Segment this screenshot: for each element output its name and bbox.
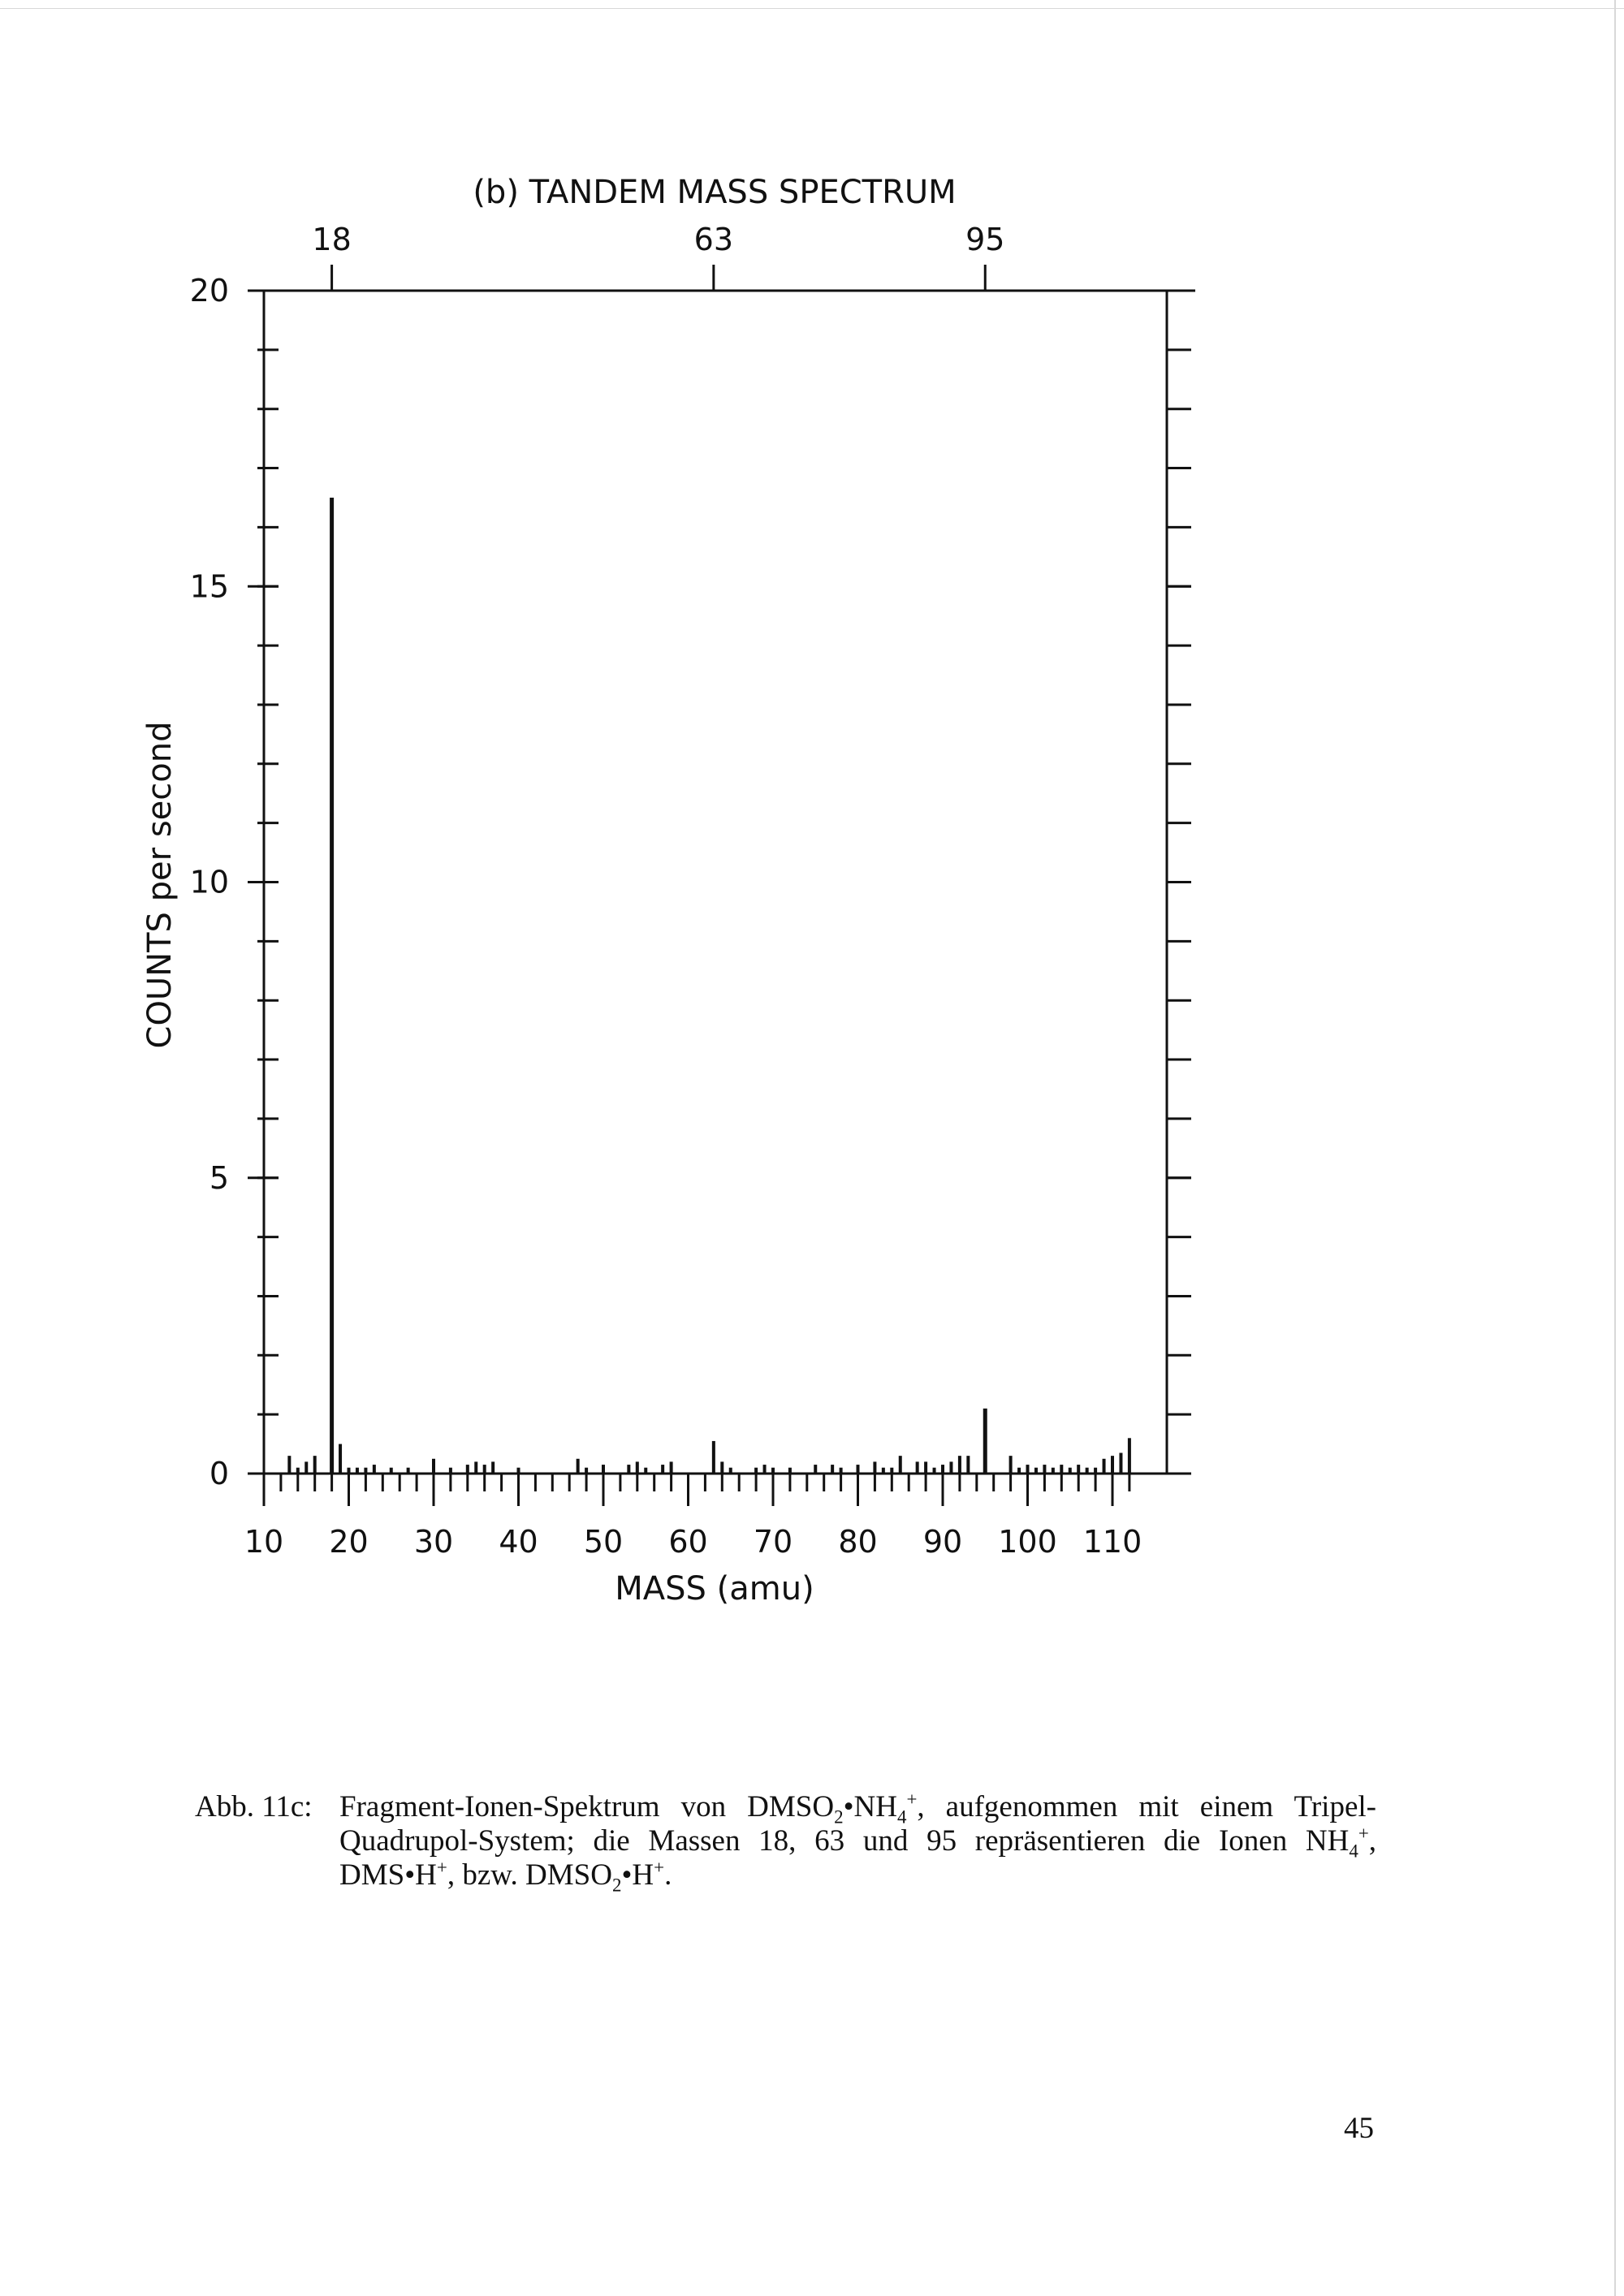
x-tick-label: 70 [753, 1524, 793, 1560]
caption-fragment: Fragment-Ionen-Spektrum von DMSO [339, 1790, 835, 1823]
spectrum-bar [585, 1468, 588, 1474]
x-axis-ticks [244, 1474, 1142, 1560]
spectrum-bar [313, 1456, 317, 1474]
caption-fragment: , bzw. DMSO [447, 1858, 612, 1892]
top-marker-label: 18 [312, 222, 352, 257]
spectrum-bar [348, 1468, 351, 1474]
y-tick-label: 0 [209, 1456, 229, 1491]
spectrum-bar [814, 1465, 817, 1474]
spectrum-bar [577, 1459, 580, 1474]
spectrum-bar [890, 1468, 893, 1474]
y-tick-label: 20 [189, 273, 229, 309]
spectrum-bar [729, 1468, 732, 1474]
spectrum-bar [407, 1468, 410, 1474]
page-number: 45 [1344, 2112, 1374, 2145]
spectrum-bar [1103, 1459, 1106, 1474]
spectrum-bar [788, 1468, 792, 1474]
spectrum-bar [517, 1468, 520, 1474]
spectrum-bar [491, 1461, 495, 1474]
top-marker-label: 63 [693, 222, 734, 257]
caption-fragment: , DMS•H [339, 1824, 1376, 1892]
spectrum-bar [483, 1465, 486, 1474]
spectrum-bar [449, 1468, 452, 1474]
plot-frame [248, 291, 1195, 1474]
caption-fragment: 2 [834, 1806, 844, 1828]
spectrum-bar [763, 1465, 767, 1474]
caption-fragment: •H [621, 1858, 654, 1892]
caption-fragment: 4 [896, 1806, 907, 1828]
spectrum-bar [949, 1461, 952, 1474]
spectrum-bar [339, 1444, 342, 1474]
spectrum-bar [474, 1461, 477, 1474]
spectrum-bar [296, 1468, 300, 1474]
spectrum-bar [712, 1441, 715, 1474]
top-marker-label: 95 [965, 222, 1005, 257]
caption-fragment: + [436, 1857, 447, 1878]
x-tick-label: 100 [998, 1524, 1057, 1560]
spectrum-bar [720, 1461, 723, 1474]
spectrum-bar [1086, 1468, 1089, 1474]
spectrum-bar [958, 1456, 961, 1474]
chart-title: (b) TANDEM MASS SPECTRUM [473, 174, 957, 211]
x-tick-label: 40 [499, 1524, 538, 1560]
spectrum-bar [857, 1465, 860, 1474]
x-tick-label: 10 [244, 1524, 284, 1560]
x-tick-label: 30 [413, 1524, 454, 1560]
caption-fragment: + [654, 1857, 665, 1878]
spectrum-bar [966, 1456, 970, 1474]
caption-fragment: , aufgenommen mit einem Tripel- Quadrupol-System; die Massen 18, 63 und 95 repräsentieren die Ionen NH [339, 1790, 1376, 1858]
caption-label: Abb. 11c: [195, 1790, 313, 1823]
y-tick-label: 5 [209, 1159, 229, 1196]
spectrum-bar [916, 1461, 919, 1474]
spectrum-bar [933, 1468, 936, 1474]
spectrum-bar [873, 1461, 876, 1474]
spectrum-bar [1128, 1438, 1131, 1474]
spectrum-bar [1069, 1468, 1072, 1474]
caption-fragment: 4 [1349, 1841, 1358, 1862]
spectrum-bar [1017, 1468, 1021, 1474]
x-tick-label: 90 [922, 1524, 963, 1560]
caption-fragment: . [664, 1858, 672, 1892]
spectrum-bar [466, 1465, 469, 1474]
y-tick-label: 15 [189, 568, 229, 605]
y-axis-label: COUNTS per second [141, 721, 179, 1049]
spectrum-bar [364, 1468, 367, 1474]
x-tick-label: 20 [329, 1524, 369, 1560]
spectrum-bar [1026, 1465, 1030, 1474]
spectrum-bar [602, 1465, 605, 1474]
spectrum-bar [1077, 1465, 1080, 1474]
x-tick-label: 110 [1082, 1524, 1142, 1560]
spectrum-bar [899, 1456, 902, 1474]
spectrum-bar [1094, 1468, 1097, 1474]
spectrum-bar [670, 1461, 673, 1474]
spectrum-bar [1009, 1456, 1013, 1474]
spectrum-bar [1060, 1465, 1063, 1474]
spectrum-bar [983, 1409, 987, 1474]
spectrum-bar [373, 1465, 376, 1474]
spectrum-bar [941, 1465, 944, 1474]
spectrum-bars [287, 498, 1131, 1474]
spectrum-bar [356, 1468, 359, 1474]
spectrum-bar [924, 1461, 927, 1474]
spectrum-bar [661, 1465, 664, 1474]
spectrum-bar [754, 1468, 758, 1474]
spectrum-bar [287, 1456, 291, 1474]
x-tick-label: 80 [838, 1524, 878, 1560]
caption-fragment: + [906, 1789, 918, 1810]
y-axis-ticks [190, 273, 1191, 1491]
caption-text [339, 1789, 1376, 1896]
spectrum-bar [330, 498, 334, 1474]
spectrum-bar [627, 1465, 630, 1474]
spectrum-bar [644, 1468, 647, 1474]
spectrum-bar [636, 1461, 639, 1474]
caption-fragment: •NH [843, 1790, 897, 1823]
caption-fragment: + [1358, 1823, 1369, 1844]
spectrum-bar [390, 1468, 393, 1474]
y-tick-label: 10 [189, 864, 229, 900]
spectrum-bar [831, 1465, 834, 1474]
x-axis-label: MASS (amu) [615, 1570, 814, 1608]
x-tick-label: 50 [583, 1524, 624, 1560]
spectrum-bar [432, 1459, 435, 1474]
spectrum-bar [304, 1461, 308, 1474]
spectrum-bar [840, 1468, 843, 1474]
spectrum-bar [1043, 1465, 1046, 1474]
spectrum-bar [882, 1468, 885, 1474]
spectrum-bar [1052, 1468, 1055, 1474]
caption-fragment: 2 [611, 1875, 622, 1896]
top-markers [312, 222, 1004, 291]
spectrum-bar [1111, 1456, 1114, 1474]
x-tick-label: 60 [668, 1524, 708, 1560]
spectrum-bar [771, 1468, 775, 1474]
spectrum-bar [1119, 1453, 1122, 1474]
spectrum-bar [1034, 1468, 1038, 1474]
